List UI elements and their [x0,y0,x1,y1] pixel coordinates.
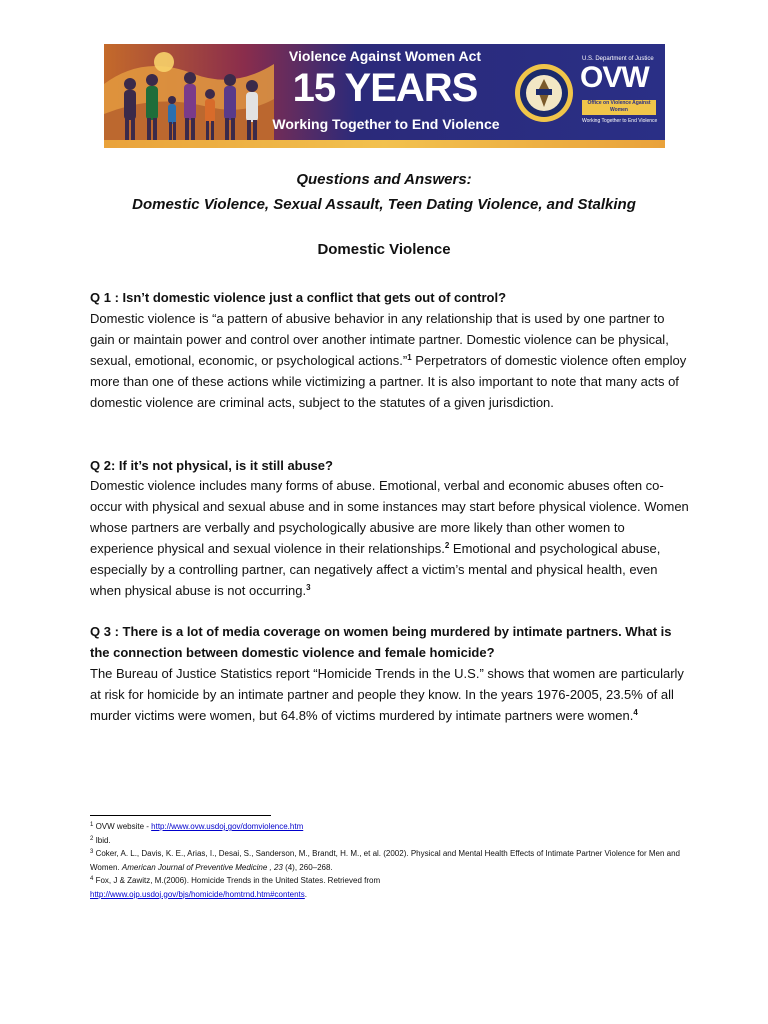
footnote-ref-1: 1 [407,353,412,362]
footnote-2 [90,834,680,848]
footnote-period: . [304,889,308,899]
footnote-divider [90,815,271,816]
answer-3-text: The Bureau of Justice Statistics report “Homicide Trends in the U.S.” shows that women are particularly at risk for homicide by an intimate partner and people they know. In the years 1976-2005, 23.5% of all murder victims were women, but 64.8% of victims murdered by intimate partners were women. [90,666,684,723]
family-silhouettes-icon [118,70,268,144]
footnote-text: Coker, A. L., Davis, K. E., Arias, I., Desai, S., Sanderson, M., Brandt, H. M., et al. (2002). Physical and Mental Health Effects of Intimate Partner Violence for Men and Women. [90,849,680,872]
footnote-text: Fox, J & Zawitz, M.(2006). Homicide Trends in the United States. Retrieved from [95,876,381,885]
vawa-banner [104,44,665,148]
footnote-number: 3 [90,849,94,855]
footnotes [90,820,680,901]
banner-line1: Violence Against Women Act [288,48,482,64]
banner-stripe [104,140,665,148]
answer-2 [90,475,690,601]
answer-1-text-b: Perpetrators of domestic violence often employ more than one of these actions while victimizing a partner. It is also important to note that many acts of domestic violence are criminal acts, subject to the statutes of a given jurisdiction. [90,353,687,410]
footnote-text: Ibid. [95,835,111,845]
banner-dept: U.S. Department of Justice [582,56,654,62]
footnote-4 [90,874,680,901]
footnote-3 [90,847,680,874]
footnote-number: 1 [90,822,94,828]
footnote-text: OVW website - [95,822,152,831]
footnote-1 [90,820,680,834]
doc-title: Questions and Answers: [296,171,472,188]
answer-1 [90,308,690,413]
doj-seal-icon [514,63,574,123]
banner-line3: Working Together to End Violence [272,116,500,132]
answer-2-text-b: Emotional and psychological abuse, especially by a controlling partner, can negatively affect a victim’s mental and physical health, even when physical abuse is not occurring. [90,541,661,598]
ovw-logo: OVW [580,61,649,94]
bjs-homicide-link[interactable]: http://www.ojp.usdoj.gov/bjs/homicide/homtrnd.htm#contents [90,889,305,899]
doc-subtitle: Domestic Violence, Sexual Assault, Teen Dating Violence, and Stalking [132,196,636,213]
ovw-website-link[interactable]: http://www.ovw.usdoj.gov/domviolence.htm [151,822,304,831]
journal-name: American Journal of Preventive Medicine , 23 [121,862,283,872]
question-3: Q 3 : There is a lot of media coverage on women being murdered by intimate partners. What is the connection between domestic violence and female homicide? [90,624,672,660]
question-1: Q 1 : Isn’t domestic violence just a conflict that gets out of control? [90,290,507,305]
answer-1-text-a: Domestic violence is “a pattern of abusive behavior in any relationship that is used by one partner to gain or maintain power and control over another intimate partner. Domestic violence can be physical, sexual, emotional, economic, or psychological actions.” [90,311,669,368]
banner-line2: 15 YEARS [292,66,478,110]
footnote-ref-3: 3 [306,583,311,592]
ovw-tagline: Working Together to End Violence [582,118,658,124]
footnote-ref-4: 4 [633,708,638,717]
section-heading: Domestic Violence [317,241,451,258]
ovw-full-name: Office on Violence Against Women [582,100,656,115]
answer-3 [90,663,690,726]
footnote-ref-2: 2 [444,541,450,550]
question-2: Q 2: If it’s not physical, is it still abuse? [90,458,333,473]
footnote-number: 4 [90,876,94,882]
footnote-number: 2 [90,835,94,842]
answer-2-text-a: Domestic violence includes many forms of abuse. Emotional, verbal and economic abuses often co-occur with physical and sexual abuse and in some instances may start before physical violence. Women whose partners are verbally and psychologically abusive are more likely than other women to experience physical and sexual violence in their relationships. [90,478,689,556]
footnote-text-end: (4), 260–268. [282,862,333,872]
